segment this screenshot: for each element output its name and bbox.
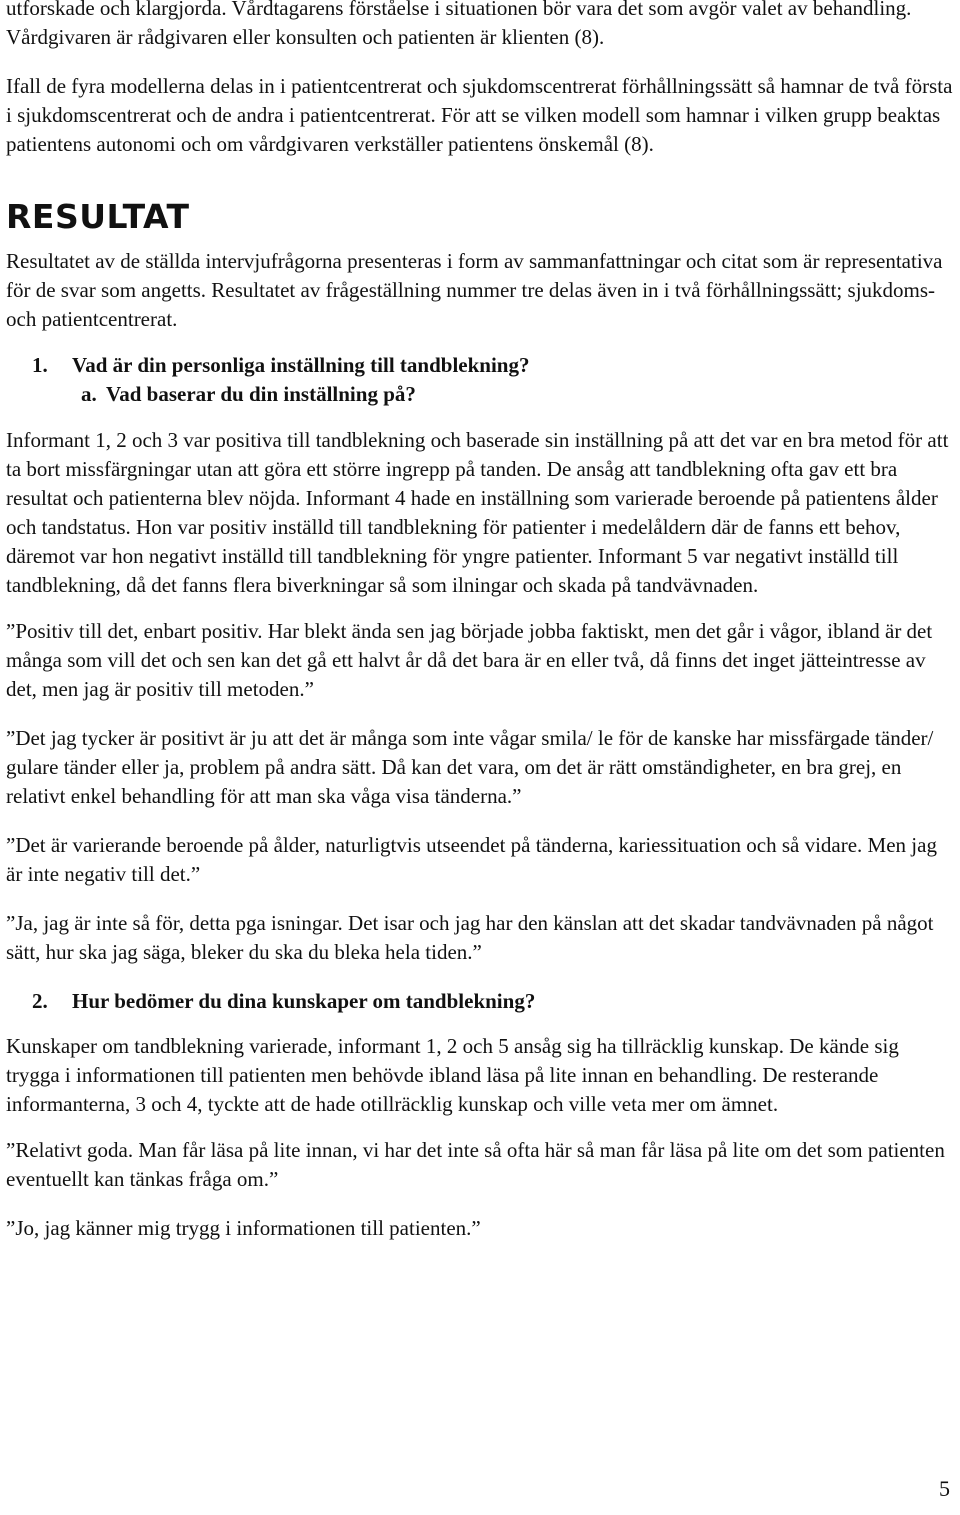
question-text: Vad baserar du din inställning på? [106,382,416,406]
question-1a [6,380,956,409]
quote: ”Jo, jag känner mig trygg i informationen till patienten.” [6,1216,481,1240]
question-number: 2. [32,989,48,1013]
quote: ”Det är varierande beroende på ålder, naturligtvis utseendet på tänderna, kariessituation och så vidare. Men jag är inte negativ till det.” [6,833,937,886]
answer-1: Informant 1, 2 och 3 var positiva till tandblekning och baserade sin inställning på att det var en bra metod för att ta bort missfärgningar utan att göra ett större ingrepp på tanden. De ansåg att tandblekning ofta gav ett bra resultat och patienterna blev nöjda. Informant 4 hade en inställning som varierade beroende på patientens ålder och tandstatus. Hon var positiv inställd till tandblekning för patienter i medelåldern där de fanns ett behov, däremot var hon negativt inställd till tandblekning för yngre patienter. Informant 5 var negativt inställd till tandblekning, då det fanns flera biverkningar så som ilningar och skada på tandvävnaden. [6,428,949,597]
paragraph-continuation: utforskade och klargjorda. Vårdtagarens förståelse i situationen bör vara det som avgör valet av behandling. Vårdgivaren är rådgivaren eller konsulten och patienten är klienten (8). [6,0,912,49]
quote: ”Relativt goda. Man får läsa på lite innan, vi har det inte så ofta här så man får läsa på lite om det som patienten eventuellt kan tänkas fråga om.” [6,1138,945,1191]
quote: ”Ja, jag är inte så för, detta pga isningar. Det isar och jag har den känslan att det skadar tandvävnaden på något sätt, hur ska jag säga, bleker du ska du bleka hela tiden.” [6,911,934,964]
question-2 [6,987,956,1016]
question-number: 1. [32,353,48,377]
quote: ”Det jag tycker är positivt är ju att det är många som inte vågar smila/ le för de kanske har missfärgade tänder/ gulare tänder eller ja, problem på andra sätt. Då kan det vara, om det är rätt omständigheter, en bra grej, en relativt enkel behandling för att man ska våga visa tänderna.” [6,726,934,808]
page-number: 5 [939,1476,950,1501]
quote: ”Positiv till det, enbart positiv. Har blekt ända sen jag började jobba faktiskt, men det går i vågor, ibland är det många som vill det och sen kan det gå ett halvt år då det bara är en eller två, då finns det inget jätteintresse av det, men jag är positiv till metoden.” [6,619,933,701]
paragraph-models: Ifall de fyra modellerna delas in i patientcentrerat och sjukdomscentrerat förhållningssätt så hamnar de två första i sjukdomscentrerat och de andra i patientcentrerat. För att se vilken modell som hamnar i vilken grupp beaktas patientens autonomi och om vårdgivaren verkställer patientens önskemål (8). [6,74,953,156]
question-text: Vad är din personliga inställning till tandblekning? [72,353,530,377]
results-intro: Resultatet av de ställda intervjufrågorna presenteras i form av sammanfattningar och citat som är representativa för de svar som angetts. Resultatet av frågeställning nummer tre delas även in i två förhållningssätt; sjukdoms- och patientcentrerat. [6,249,943,331]
question-number: a. [81,382,97,406]
answer-2: Kunskaper om tandblekning varierade, informant 1, 2 och 5 ansåg sig ha tillräcklig kunskap. De kände sig trygga i informationen till patienten men behövde ibland läsa på lite innan en behandling. De resterande informanterna, 3 och 4, tyckte att de hade otillräcklig kunskap och ville veta mer om ämnet. [6,1034,899,1116]
question-1 [6,351,956,380]
question-text: Hur bedömer du dina kunskaper om tandblekning? [72,989,536,1013]
section-heading: RESULTAT [6,197,190,236]
document-page [6,0,956,1263]
